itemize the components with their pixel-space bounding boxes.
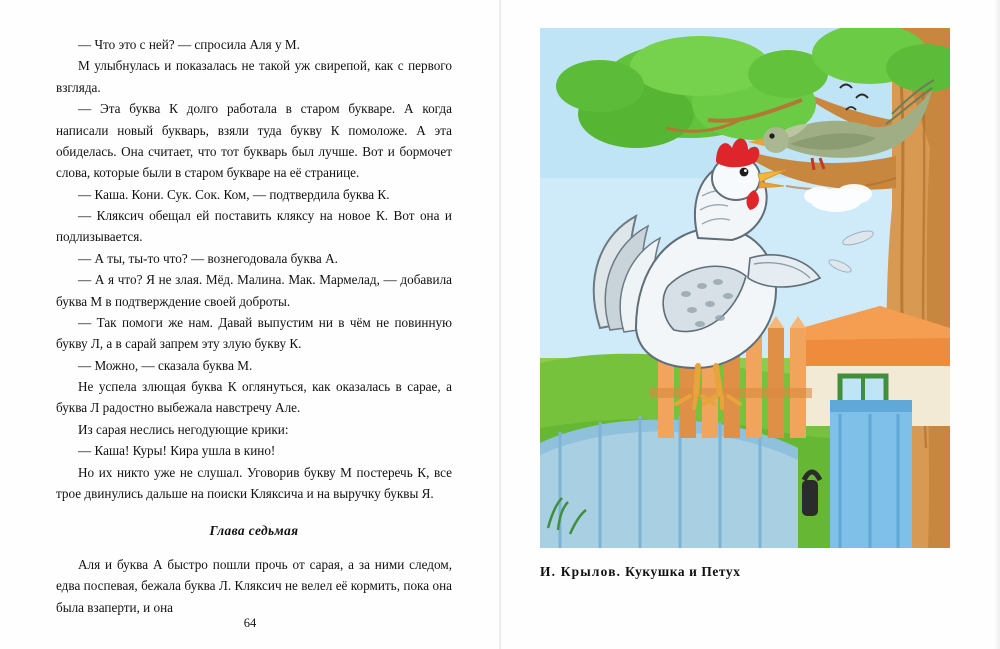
body-text-column — [56, 34, 452, 618]
paragraph: — Кляксич обещал ей поставить кляксу на новое К. Вот она и подлизывается. — [56, 208, 452, 245]
paragraph: — Можно, — сказала буква М. — [78, 357, 253, 373]
paragraph: — Так помоги же нам. Давай выпустим ни в чём не повинную букву Л, а в сарай запрем эту злую букву К. — [56, 314, 452, 352]
paragraph: Из сарая неслись негодующие крики: — [78, 421, 289, 437]
right-page — [500, 0, 1000, 649]
rooster-and-cuckoo-illustration — [540, 28, 950, 548]
illustration-caption — [540, 564, 950, 580]
paragraph: Не успела злющая буква К оглянуться, как оказалась в сарае, а буква Л радостно выбежала навстречу Але. — [56, 379, 452, 416]
paragraph: — Каша. Кони. Сук. Сок. Ком, — подтвердила буква К. — [78, 186, 390, 202]
paragraph: — А ты, ты-то что? — вознегодовала буква А. — [78, 250, 338, 266]
paragraph: Аля и буква А быстро пошли прочь от сарая, а за ними следом, едва поспевая, бежала буква Л. Кляксич не велел её кормить, пока она была взаперти, и она — [56, 556, 452, 615]
paragraph: — Что это с ней? — спросила Аля у М. — [78, 37, 300, 52]
paragraph: — Каша! Куры! Кира ушла в кино! — [78, 443, 276, 459]
paragraph: Но их никто уже не слушал. Уговорив букву М постеречь К, все трое двинулись дальше на поиски Кляксича и на выручку буквы Я. — [56, 464, 452, 501]
paragraph: — Эта буква К долго работала в старом букваре. А когда написали новый букварь, взяли туда букву К помоложе. А эта обиделась. Она считает, что тот букварь был лучше. Вот и бормочет слова, которые были в старом букваре на её странице. — [56, 101, 452, 181]
paragraph: — А я что? Я не злая. Мёд. Малина. Мак. Мармелад, — добавила буква М в подтверждение своей доброты. — [56, 272, 452, 309]
paragraph: М улыбнулась и показалась не такой уж свирепой, как с первого взгляда. — [56, 58, 452, 95]
chapter-heading: Глава седьмая — [209, 523, 299, 539]
caption-author: И. Крылов. — [540, 564, 622, 579]
page-edge-shadow — [994, 0, 1000, 649]
caption-title: Кукушка и Петух — [625, 564, 741, 579]
page-number: 64 — [243, 616, 257, 630]
